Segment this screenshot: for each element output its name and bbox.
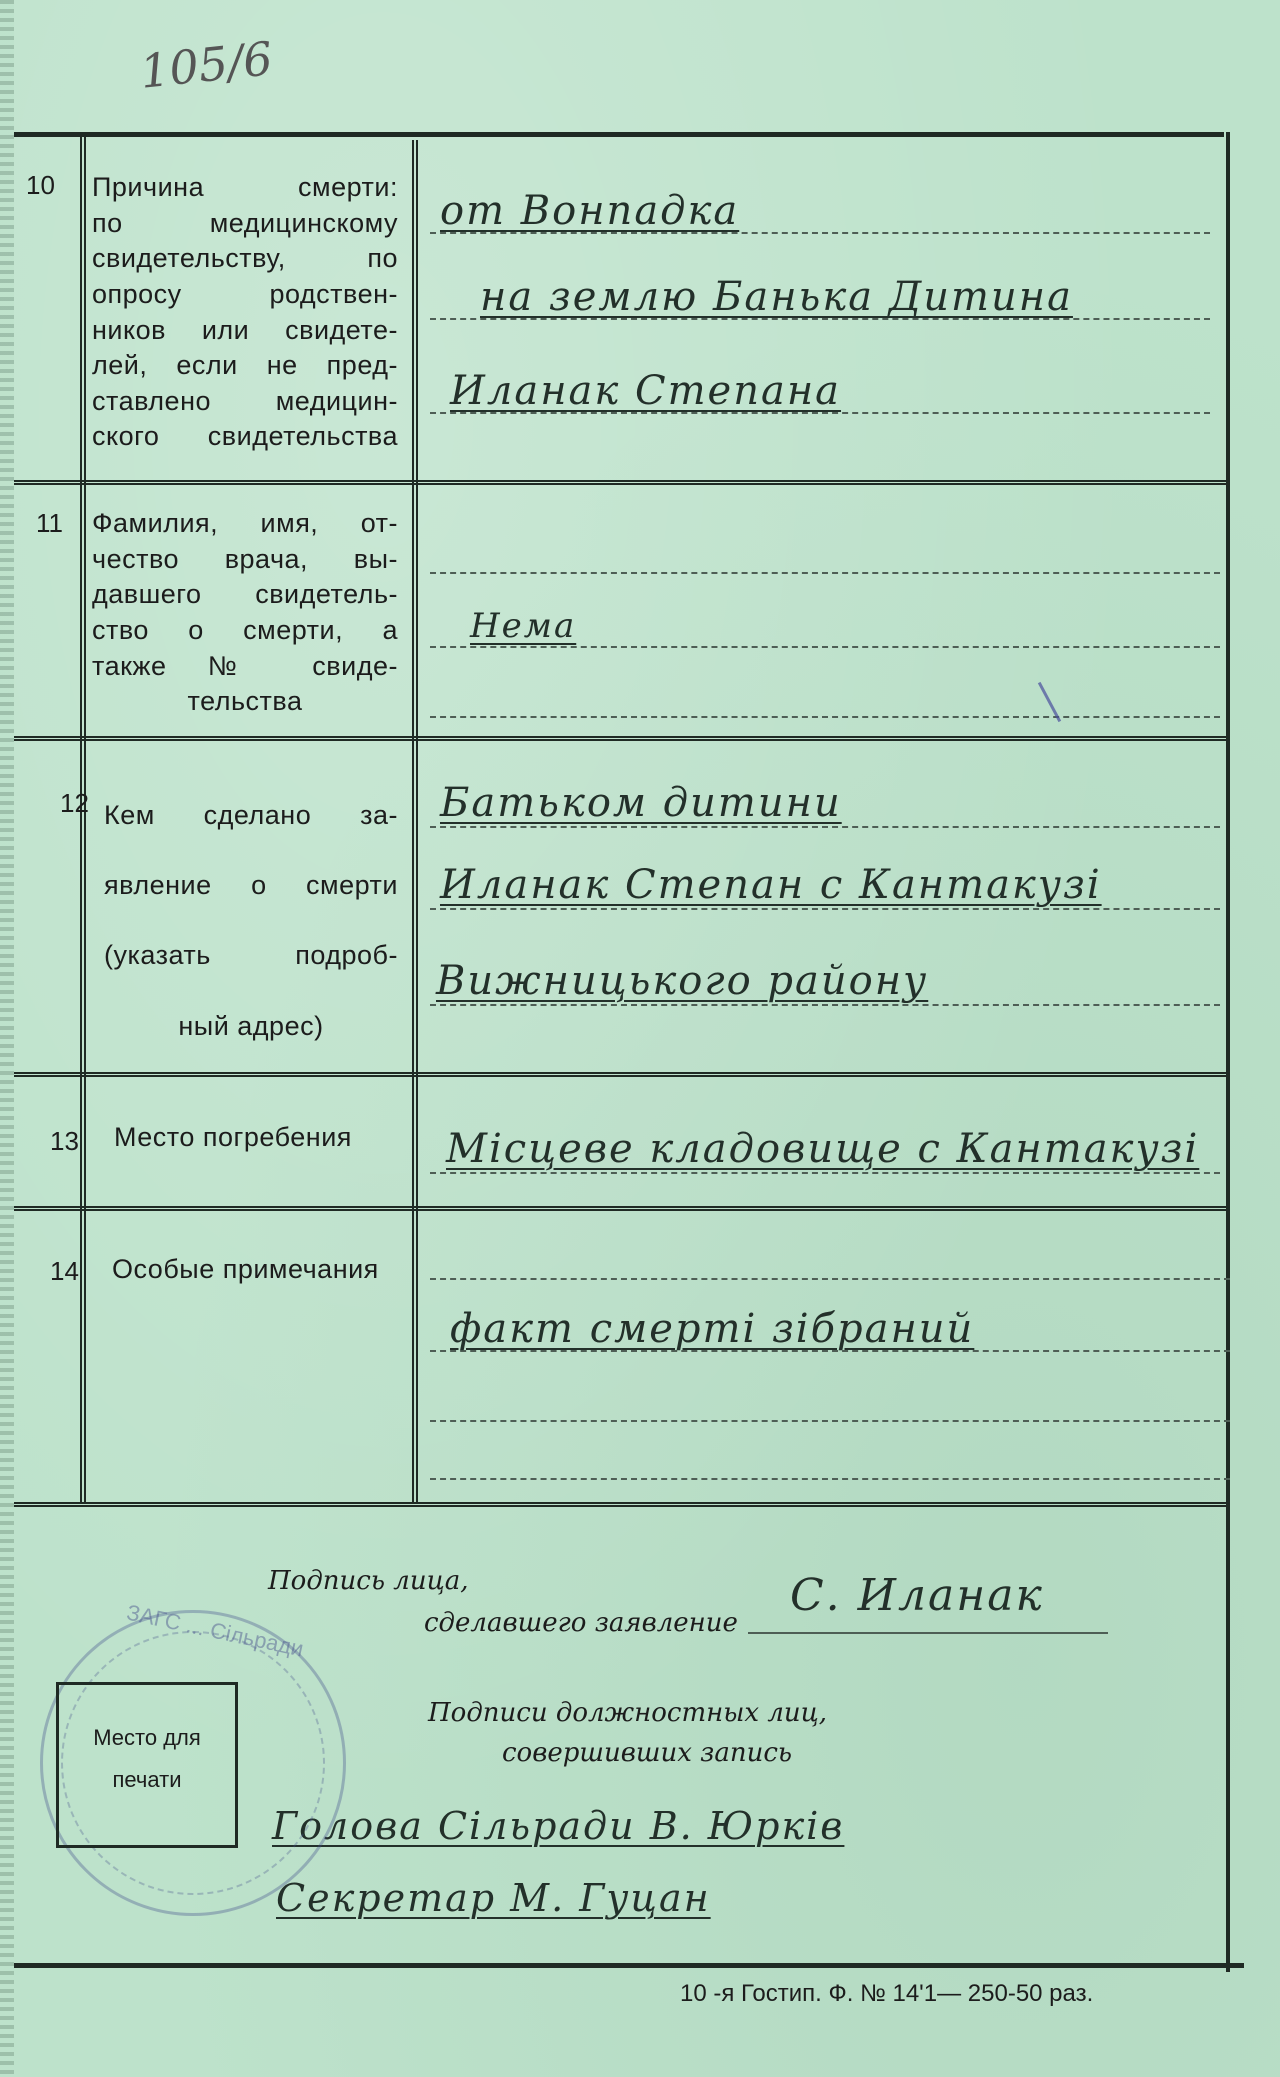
label-line: ников или свидете- <box>92 314 398 345</box>
label-column-separator <box>412 140 418 1502</box>
table-right-border <box>1226 132 1230 1972</box>
row-number-14: 14 <box>50 1256 79 1286</box>
handwritten-declarant-1: Батьком дитини <box>440 780 842 826</box>
declarant-signature-label-2: сделавшего заявление <box>424 1608 738 1638</box>
fill-line <box>430 716 1220 718</box>
label-line: опросу родствен- <box>92 278 398 309</box>
handwritten-cause-line-1: от Вонпадка <box>440 188 740 234</box>
row-separator-10 <box>14 480 1226 485</box>
handwritten-notes: факт смерті зібраний <box>450 1306 975 1352</box>
label-line: ставлено медицин- <box>92 385 398 416</box>
row-number-13: 13 <box>50 1126 79 1156</box>
seal-stamp-text: ЗАГС ... Сільради <box>124 1599 306 1662</box>
fill-line <box>430 1004 1220 1006</box>
fill-line <box>430 646 1220 648</box>
official-signature-secretary: Секретар М. Гуцан <box>276 1876 711 1920</box>
label-line: ство о смерти, а <box>92 614 398 645</box>
label-line: также № свиде- <box>92 650 398 681</box>
official-signature-head: Голова Сільради В. Юрків <box>272 1804 845 1848</box>
archive-number: 105/6 <box>137 31 276 99</box>
handwritten-burial-place: Місцеве кладовище с Кантакузі <box>446 1126 1200 1172</box>
officials-signature-label-2: совершивших запись <box>502 1738 793 1768</box>
label-line: Причина смерти: <box>92 172 398 202</box>
fill-line <box>430 1420 1230 1422</box>
label-line: ского свидетельства <box>92 421 398 452</box>
signature-line <box>748 1632 1108 1634</box>
label-line: свидетельству, по <box>92 243 398 274</box>
fill-line <box>430 1172 1220 1174</box>
row-separator-12 <box>14 1072 1226 1077</box>
fill-line <box>430 1478 1230 1480</box>
row-label-12 <box>104 780 398 1061</box>
label-line: по медицинскому <box>92 207 398 238</box>
table-bottom-border <box>14 1963 1244 1968</box>
declarant-signature-label-1: Подпись лица, <box>268 1566 469 1596</box>
handwritten-declarant-3: Вижницького району <box>436 958 929 1004</box>
label-line: Кем сделано за- <box>104 800 398 830</box>
row-number-12: 12 <box>60 788 89 818</box>
label-line: (указать подроб- <box>104 940 398 971</box>
handwritten-cause-line-3: Иланак Степана <box>450 368 842 414</box>
row-label-13 <box>114 1120 404 1156</box>
table-top-border <box>14 132 1224 137</box>
label-line: ный адрес) <box>178 1010 324 1041</box>
declarant-signature: С. Иланак <box>790 1570 1044 1621</box>
label-line: чество врача, вы- <box>92 543 398 574</box>
row-label-14 <box>112 1252 420 1288</box>
row-label-11 <box>92 506 398 720</box>
handwritten-declarant-2: Иланак Степан с Кантакузі <box>440 862 1102 908</box>
row-separator-11 <box>14 736 1226 741</box>
label-line: лей, если не пред- <box>92 350 398 381</box>
label-line: явление о смерти <box>104 870 398 901</box>
fill-line <box>430 1278 1230 1280</box>
fill-line <box>430 572 1220 574</box>
row-number-11: 11 <box>36 508 63 538</box>
handwritten-doctor: Нема <box>470 606 577 646</box>
handwritten-cause-line-2: на землю Банька Дитина <box>480 274 1073 320</box>
perforated-edge <box>0 0 14 2077</box>
seal-placeholder-box <box>56 1682 238 1848</box>
fill-line <box>430 908 1220 910</box>
row-separator-14 <box>14 1502 1226 1507</box>
seal-label-line-2: печати <box>112 1766 182 1792</box>
fill-line <box>430 826 1220 828</box>
print-footer: 10 -я Гостип. Ф. № 14'1— 250-50 раз. <box>680 1980 1094 2007</box>
row-separator-13 <box>14 1206 1226 1211</box>
label-line: Место погребения <box>114 1122 352 1152</box>
row-number-10: 10 <box>26 170 55 200</box>
label-line: Особые примечания <box>112 1254 379 1284</box>
row-label-10 <box>92 170 398 455</box>
seal-label-line-1: Место для <box>93 1725 201 1750</box>
label-line: Фамилия, имя, от- <box>92 508 398 538</box>
officials-signature-label-1: Подписи должностных лиц, <box>428 1698 828 1728</box>
label-line: давшего свидетель- <box>92 579 398 610</box>
label-line: тельства <box>187 686 303 717</box>
